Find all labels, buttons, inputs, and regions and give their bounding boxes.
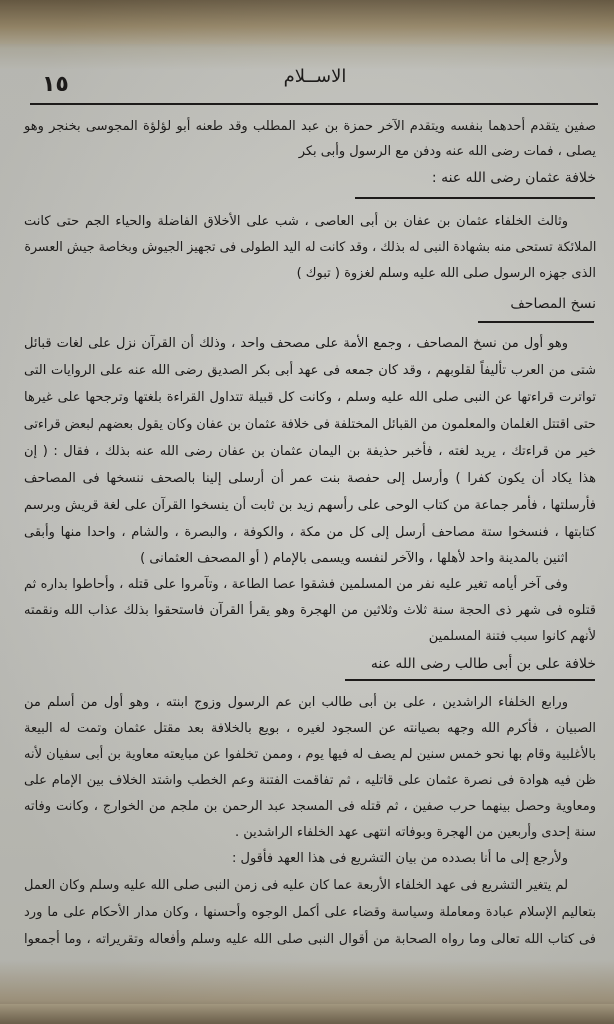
section-heading-ali: خلافة على بن أبى طالب رضى الله عنه: [370, 656, 596, 672]
text-line: حتى اقتتل الغلمان والمعلمون من القبائل المختلفة فى خلافة عثمان بن عفان وكان يقول بعضهم لبعض قراءتى: [24, 417, 596, 432]
text-line: وهو أول من نسخ المصاحف ، وجمع الأمة على مصحف واحد ، وذلك أن القرآن نزل على لغات قبائل: [24, 336, 568, 351]
text-line: سنة إحدى وأربعين من الهجرة وبوفاته انتهى عهد الخلفاء الراشدين .: [235, 825, 596, 840]
text-line: الملائكة تستحى منه بشهادة النبى له بذلك ، وقد كانت له اليد الطولى فى تجهيز الجيوش وبخاصة جيش العسرة: [24, 240, 596, 255]
text-line: لأنهم كانوا سبب فتنة المسلمين: [428, 629, 596, 644]
text-line: ولأرجع إلى ما أنا بصدده من بيان التشريع فى هذا العهد فأقول :: [232, 851, 568, 866]
text-line: فى كتاب الله تعالى وما رواه الصحابة من أقوال النبى صلى الله عليه وسلم وأفعاله وتقريراته ، وما أجمعوا: [24, 932, 596, 947]
text-line: لم يتغير التشريع فى عهد الخلفاء الأربعة عما كان عليه فى زمن النبى صلى الله عليه وسلم وكان العمل: [24, 878, 568, 893]
heading-rule: [478, 321, 594, 323]
text-line: خير من قراءتك ، يريد لغته ، فأخبر حذيفة بن اليمان عثمان بن عفان رضى الله عنه بذلك ، فقال : ( إن: [24, 444, 596, 459]
heading-rule: [355, 197, 595, 199]
text-line: شتى من العرب تأليفاً لقلوبهم ، وقد كان جمعه فى عهد أبى بكر الصديق رضى الله عنه على الروايات التى: [24, 363, 596, 378]
page-number: ١٥: [42, 72, 69, 97]
header-rule: [30, 103, 598, 105]
text-line: بتعاليم الإسلام عبادة ومعاملة وسياسة وقضاء على أكمل الوجوه وأحسنها ، وكان مدار الأحكام على ما ورد: [24, 905, 596, 920]
text-line: كتابتها ، فنسخوا ستة مصاحف أرسل إلى كل من مكة ، والكوفة ، والبصرة ، والشام ، واحدا منها وأبقى: [24, 525, 596, 540]
text-line: اثنين بالمدينة واحد لأهلها ، والآخر لنفسه ويسمى بالإمام ( أو المصحف العثمانى ): [140, 551, 568, 566]
text-line: الذى جهزه الرسول صلى الله عليه وسلم لغزوة ( تبوك ): [296, 266, 596, 281]
text-line: تواترت قراءتها عن النبى صلى الله عليه وسلم ، وكانت كل قبيلة تتداول القراءة بلغتها وترجحها على غيرها: [24, 390, 596, 405]
text-line: بالأغلبية وقام بها نحو خمس سنين لم يصف له فيها يوم ، وممن تخلفوا عن مبايعته معاوية بن أبى سفيان لأنه: [24, 747, 596, 762]
section-heading-masahif: نسخ المصاحف: [510, 296, 596, 312]
text-line: هذا يكاد أن يكون كفرا ) وأرسل إلى حفصة بنت عمر أن أرسلى إلينا بالصحف ننسخها فى المصاحف: [24, 471, 596, 486]
section-heading-uthman: خلافة عثمان رضى الله عنه :: [431, 170, 596, 186]
text-line: يصلى ، فمات رضى الله عنه ودفن مع الرسول وأبى بكر: [298, 144, 596, 159]
text-line: ورابع الخلفاء الراشدين ، على بن أبى طالب ابن عم الرسول وزوج ابنته ، وهو أول من أسلم من: [24, 695, 568, 710]
text-line: صفين يتقدم أحدهما بنفسه ويتقدم الآخر حمزة بن عبد المطلب وقد طعنه أبو لؤلؤة المجوسى بخنجر وهو: [24, 119, 596, 134]
table-surface-bottom: [0, 1004, 614, 1024]
heading-rule: [345, 679, 595, 681]
text-line: ومعاوية وحصل بينهما حرب صفين ، ثم قتله فى المسجد عبد الرحمن بن ملجم من الخوارج ، وكانت وفاته: [24, 799, 596, 814]
text-line: ظن فيه هوادة فى نصرة عثمان على قاتليه ، ثم تفاقمت الفتنة وعم الخطب واشتد الخلاف بين الإمام على: [24, 773, 596, 788]
text-line: الصبيان ، فأكرم الله وجهه بصيانته عن السجود لغيره ، بويع بالخلافة بعد مقتل عثمان وتمت له البيعة: [24, 721, 596, 736]
text-line: فأرسلتها ، فأمر جماعة من كتاب الوحى على رأسهم زيد بن ثابت أن ينسخوا القرآن على لغة قريش وبرسم: [24, 498, 596, 513]
running-title: الاســلام: [283, 66, 347, 87]
text-line: وثالث الخلفاء عثمان بن عفان بن أبى العاصى ، شب على الأخلاق الفاضلة والحياء الجم حتى كانت: [24, 214, 568, 229]
text-line: وفى آخر أيامه تغير عليه نفر من المسلمين فشقوا عصا الطاعة ، وتآمروا على قتله ، وأحاطوا بداره ثم: [24, 577, 568, 592]
text-line: قتلوه فى شهر ذى الحجة سنة ثلاث وثلاثين من الهجرة وهو يقرأ القرآن فاستحقوا بذلك عذاب الله ونقمته: [24, 603, 596, 618]
